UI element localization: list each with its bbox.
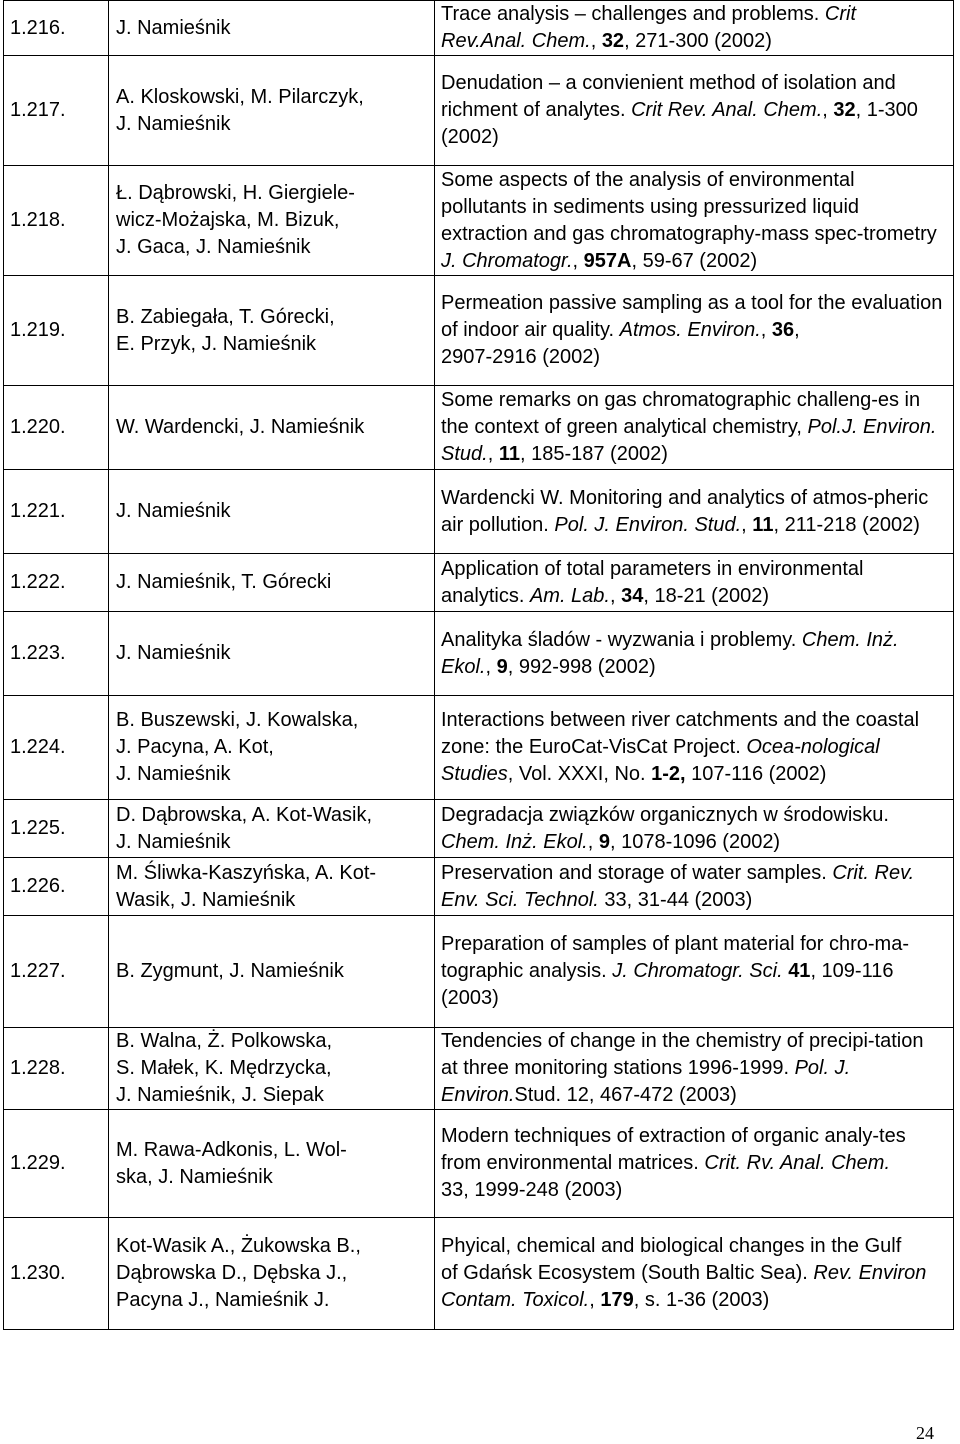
entry-authors: Kot-Wasik A., Żukowska B., Dąbrowska D., Dębska J., Pacyna J., Namieśnik J. <box>109 1218 435 1330</box>
entry-authors: J. Namieśnik <box>109 1 435 56</box>
entry-citation: Modern techniques of extraction of organic analy-tes from environmental matrices. Crit. Rv. Anal. Chem. 33, 1999-248 (2003) <box>435 1110 954 1218</box>
entry-authors: A. Kloskowski, M. Pilarczyk, J. Namieśnik <box>109 56 435 166</box>
page-number: 24 <box>916 1423 934 1443</box>
publication-row <box>4 1218 954 1330</box>
entry-authors: W. Wardencki, J. Namieśnik <box>109 386 435 470</box>
entry-authors: J. Namieśnik <box>109 612 435 696</box>
publication-row <box>4 470 954 554</box>
entry-number: 1.226. <box>4 858 109 916</box>
entry-authors: B. Zabiegała, T. Górecki, E. Przyk, J. Namieśnik <box>109 276 435 386</box>
entry-citation: Preparation of samples of plant material for chro-ma- tographic analysis. J. Chromatogr. Sci. 41, 109-116 (2003) <box>435 916 954 1028</box>
entry-citation: Trace analysis – challenges and problems. Crit Rev.Anal. Chem., 32, 271-300 (2002) <box>435 1 954 56</box>
publication-table <box>3 0 954 1330</box>
entry-authors: J. Namieśnik <box>109 470 435 554</box>
publication-row <box>4 696 954 800</box>
entry-citation: Interactions between river catchments and the coastal zone: the EuroCat-VisCat Project. Ocea-nological Studies, Vol. XXXI, No. 1-2, 107-116 (2002) <box>435 696 954 800</box>
publication-row <box>4 916 954 1028</box>
publication-table-body <box>4 1 954 1330</box>
entry-authors: M. Śliwka-Kaszyńska, A. Kot- Wasik, J. Namieśnik <box>109 858 435 916</box>
entry-number: 1.227. <box>4 916 109 1028</box>
entry-number: 1.228. <box>4 1028 109 1110</box>
publication-row <box>4 800 954 858</box>
entry-citation: Degradacja związków organicznych w środowisku. Chem. Inż. Ekol., 9, 1078-1096 (2002) <box>435 800 954 858</box>
publication-row <box>4 386 954 470</box>
entry-citation: Tendencies of change in the chemistry of precipi-tation at three monitoring stations 1996-1999. Pol. J. Environ.Stud. 12, 467-472 (2003) <box>435 1028 954 1110</box>
entry-citation: Phyical, chemical and biological changes in the Gulf of Gdańsk Ecosystem (South Baltic Sea). Rev. Environ Contam. Toxicol., 179, s. 1-36 (2003) <box>435 1218 954 1330</box>
publication-row <box>4 1028 954 1110</box>
entry-citation: Permeation passive sampling as a tool for the evaluation of indoor air quality. Atmos. Environ., 36, 2907-2916 (2002) <box>435 276 954 386</box>
entry-number: 1.216. <box>4 1 109 56</box>
publication-row <box>4 858 954 916</box>
publication-row <box>4 612 954 696</box>
publication-row <box>4 1 954 56</box>
entry-number: 1.222. <box>4 554 109 612</box>
entry-authors: Ł. Dąbrowski, H. Giergiele- wicz-Możajska, M. Bizuk, J. Gaca, J. Namieśnik <box>109 166 435 276</box>
publication-row <box>4 1110 954 1218</box>
entry-citation: Some remarks on gas chromatographic challeng-es in the context of green analytical chemistry, Pol.J. Environ. Stud., 11, 185-187 (2002) <box>435 386 954 470</box>
entry-number: 1.229. <box>4 1110 109 1218</box>
entry-citation: Analityka śladów - wyzwania i problemy. Chem. Inż. Ekol., 9, 992-998 (2002) <box>435 612 954 696</box>
entry-citation: Preservation and storage of water samples. Crit. Rev. Env. Sci. Technol. 33, 31-44 (2003) <box>435 858 954 916</box>
entry-authors: M. Rawa-Adkonis, L. Wol- ska, J. Namieśnik <box>109 1110 435 1218</box>
entry-number: 1.221. <box>4 470 109 554</box>
publication-row <box>4 554 954 612</box>
entry-authors: D. Dąbrowska, A. Kot-Wasik, J. Namieśnik <box>109 800 435 858</box>
entry-citation: Application of total parameters in environmental analytics. Am. Lab., 34, 18-21 (2002) <box>435 554 954 612</box>
entry-authors: J. Namieśnik, T. Górecki <box>109 554 435 612</box>
entry-authors: B. Buszewski, J. Kowalska, J. Pacyna, A. Kot, J. Namieśnik <box>109 696 435 800</box>
entry-authors: B. Zygmunt, J. Namieśnik <box>109 916 435 1028</box>
publication-row <box>4 166 954 276</box>
entry-number: 1.225. <box>4 800 109 858</box>
entry-citation: Denudation – a convienient method of isolation and richment of analytes. Crit Rev. Anal. Chem., 32, 1-300 (2002) <box>435 56 954 166</box>
entry-number: 1.220. <box>4 386 109 470</box>
publication-row <box>4 276 954 386</box>
entry-number: 1.218. <box>4 166 109 276</box>
entry-number: 1.217. <box>4 56 109 166</box>
entry-number: 1.230. <box>4 1218 109 1330</box>
entry-number: 1.219. <box>4 276 109 386</box>
entry-number: 1.223. <box>4 612 109 696</box>
entry-authors: B. Walna, Ż. Polkowska, S. Małek, K. Mędrzycka, J. Namieśnik, J. Siepak <box>109 1028 435 1110</box>
entry-citation: Wardencki W. Monitoring and analytics of atmos-pheric air pollution. Pol. J. Environ. Stud., 11, 211-218 (2002) <box>435 470 954 554</box>
publication-row <box>4 56 954 166</box>
entry-citation: Some aspects of the analysis of environmental pollutants in sediments using pressurized liquid extraction and gas chromatography-mass spec-trometry J. Chromatogr., 957A, 59-67 (2002) <box>435 166 954 276</box>
entry-number: 1.224. <box>4 696 109 800</box>
